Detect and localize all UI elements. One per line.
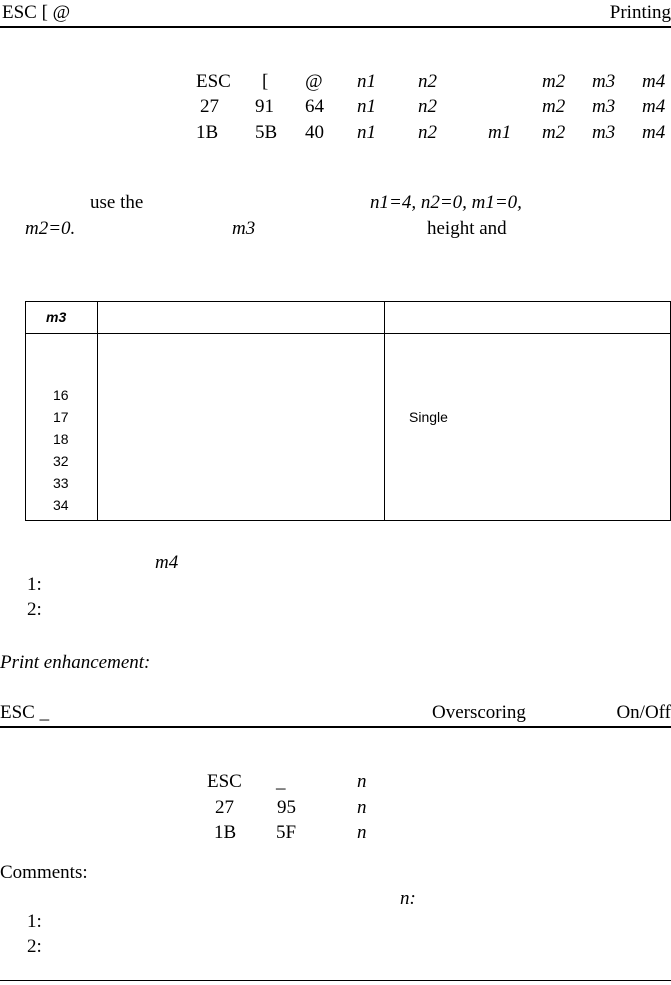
table-cell-m3: 32: [53, 453, 69, 469]
para1-fragment-d: m3: [232, 218, 256, 239]
para1-fragment-e: height and: [427, 218, 507, 239]
header-command: ESC [ @: [2, 2, 71, 23]
m4-label: m4: [155, 552, 179, 573]
section2-title: Overscoring: [432, 702, 526, 723]
format-cell: m4: [642, 122, 666, 143]
m4-item-1: 1:: [27, 574, 42, 595]
header-rule: [0, 26, 671, 28]
format-cell: m3: [592, 96, 616, 117]
format-row-esc: [0, 71, 671, 95]
format-cell: m1: [488, 122, 512, 143]
table-header-m3: m3: [46, 309, 67, 325]
format2-cell: n: [357, 797, 367, 818]
table-header-rule: [26, 333, 670, 334]
table-cell-m3: 18: [53, 431, 69, 447]
table-cell-m3: 33: [53, 475, 69, 491]
section2-rule: [0, 726, 671, 728]
format-row-dec: [0, 96, 671, 120]
section2-command: ESC _: [0, 702, 50, 723]
table-cell-m3: 17: [53, 409, 69, 425]
format2-row-dec: [0, 797, 671, 821]
para1-fragment-b: n1=4, n2=0, m1=0,: [370, 192, 522, 213]
format-cell: n1: [357, 122, 376, 143]
para1-fragment-a: use the: [90, 192, 144, 213]
format2-cell: 1B: [214, 822, 237, 843]
format-cell: 1B: [196, 122, 219, 143]
comments-heading: Comments:: [0, 862, 88, 883]
format-row-hex: [0, 122, 671, 146]
format-cell: m4: [642, 71, 666, 92]
comments-item-2: 2:: [27, 936, 42, 957]
format-cell: n1: [357, 96, 376, 117]
format-cell: 91: [255, 96, 274, 117]
format2-cell: 95: [277, 797, 296, 818]
format-cell: 5B: [255, 122, 278, 143]
format-cell: [: [262, 71, 269, 92]
table-cell-single: Single: [409, 409, 448, 425]
format2-cell: 5F: [276, 822, 297, 843]
format-cell: m2: [542, 71, 566, 92]
format-cell: n2: [418, 71, 437, 92]
para1-fragment-c: m2=0.: [25, 218, 76, 239]
format2-cell: n: [357, 771, 367, 792]
table-cell-m3: 16: [53, 387, 69, 403]
table-col-divider: [97, 302, 98, 520]
format-cell: ESC: [196, 71, 231, 92]
format-cell: 40: [305, 122, 324, 143]
format2-cell: _: [276, 771, 286, 792]
format-cell: m4: [642, 96, 666, 117]
m4-item-2: 2:: [27, 599, 42, 620]
format2-cell: 27: [215, 797, 234, 818]
format-cell: 27: [200, 96, 219, 117]
format-cell: m3: [592, 71, 616, 92]
section2-onoff: On/Off: [616, 702, 671, 723]
format2-cell: n: [357, 822, 367, 843]
table-cell-m3: 34: [53, 497, 69, 513]
format-cell: m2: [542, 122, 566, 143]
format-cell: 64: [305, 96, 324, 117]
comments-item-1: 1:: [27, 911, 42, 932]
comments-n-label: n:: [400, 888, 416, 909]
format-cell: m2: [542, 96, 566, 117]
table-col-divider: [384, 302, 385, 520]
print-enhancement-heading: Print enhancement:: [0, 652, 151, 673]
format-cell: @: [305, 71, 323, 92]
format2-row-esc: [0, 771, 671, 795]
header-section: Printing: [609, 2, 671, 23]
format2-cell: ESC: [207, 771, 242, 792]
format2-row-hex: [0, 822, 671, 846]
format-cell: n1: [357, 71, 376, 92]
format-cell: n2: [418, 96, 437, 117]
format-cell: n2: [418, 122, 437, 143]
m3-table: [25, 301, 671, 521]
footer-rule: [0, 980, 671, 981]
format-cell: m3: [592, 122, 616, 143]
